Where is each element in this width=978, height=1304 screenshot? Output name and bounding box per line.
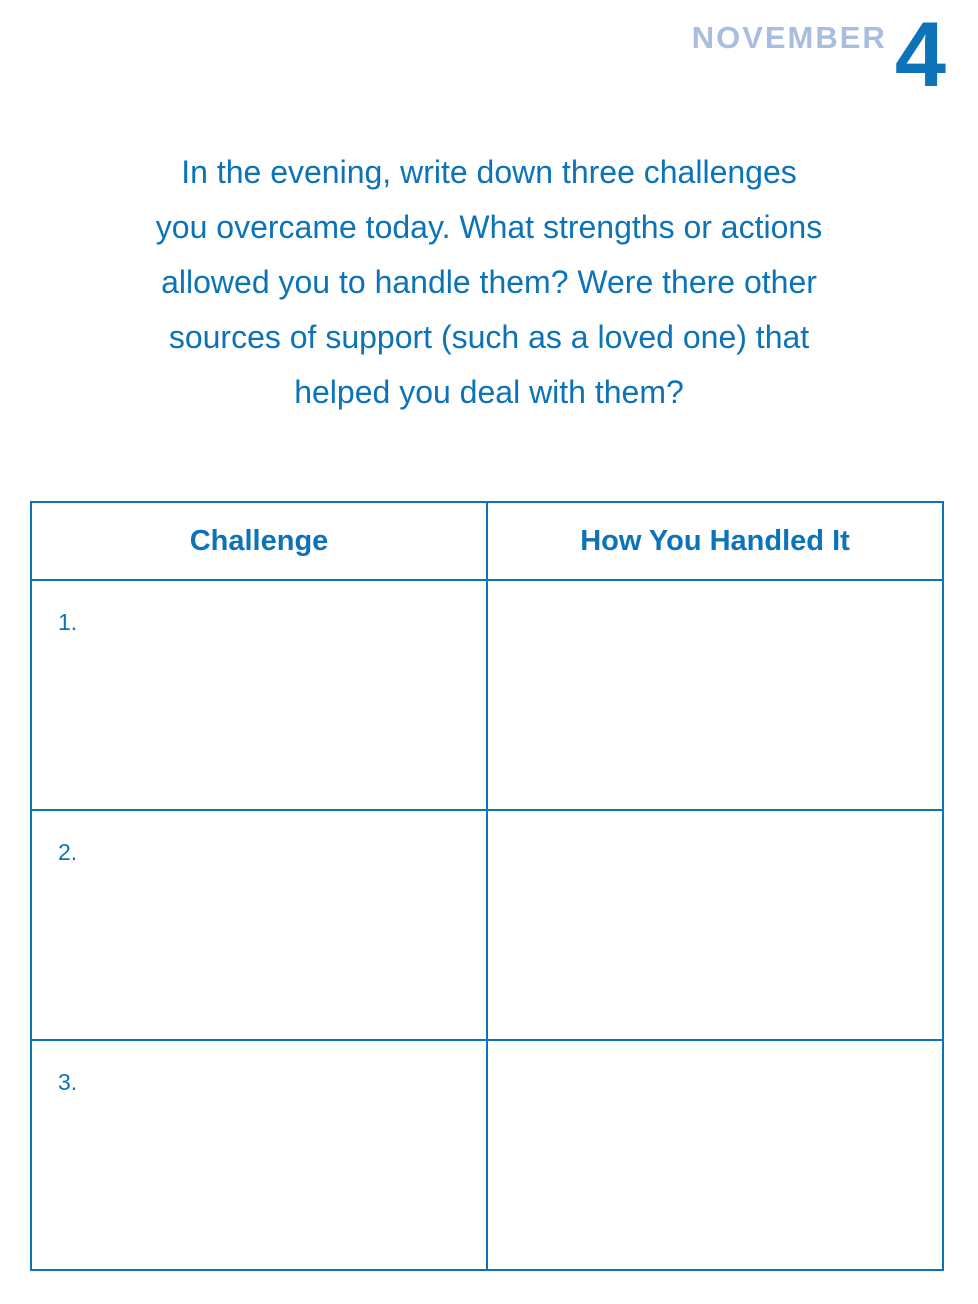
challenge-table — [30, 501, 944, 1271]
handled-cell[interactable] — [487, 810, 943, 1040]
prompt-line: sources of support (such as a loved one) that — [168, 319, 810, 355]
table-header-row — [31, 502, 943, 580]
date-header — [691, 4, 944, 106]
row-number: 3. — [58, 1069, 78, 1095]
journal-prompt — [80, 145, 898, 420]
challenge-cell[interactable] — [31, 580, 487, 810]
prompt-line: In the evening, write down three challenges — [181, 154, 797, 190]
column-header-challenge: Challenge — [31, 502, 487, 580]
table-row — [31, 580, 943, 810]
column-header-how-handled: How You Handled It — [487, 502, 943, 580]
challenge-cell[interactable] — [31, 1040, 487, 1270]
month-label: NOVEMBER — [691, 20, 887, 55]
challenge-cell[interactable] — [31, 810, 487, 1040]
table-row — [31, 1040, 943, 1270]
handled-cell[interactable] — [487, 580, 943, 810]
row-number: 2. — [58, 839, 78, 865]
day-number: 4 — [894, 4, 944, 106]
prompt-line: you overcame today. What strengths or actions — [155, 209, 823, 245]
prompt-line: helped you deal with them? — [294, 374, 684, 410]
handled-cell[interactable] — [487, 1040, 943, 1270]
prompt-line: allowed you to handle them? Were there other — [161, 264, 817, 300]
table-row — [31, 810, 943, 1040]
row-number: 1. — [58, 609, 78, 635]
